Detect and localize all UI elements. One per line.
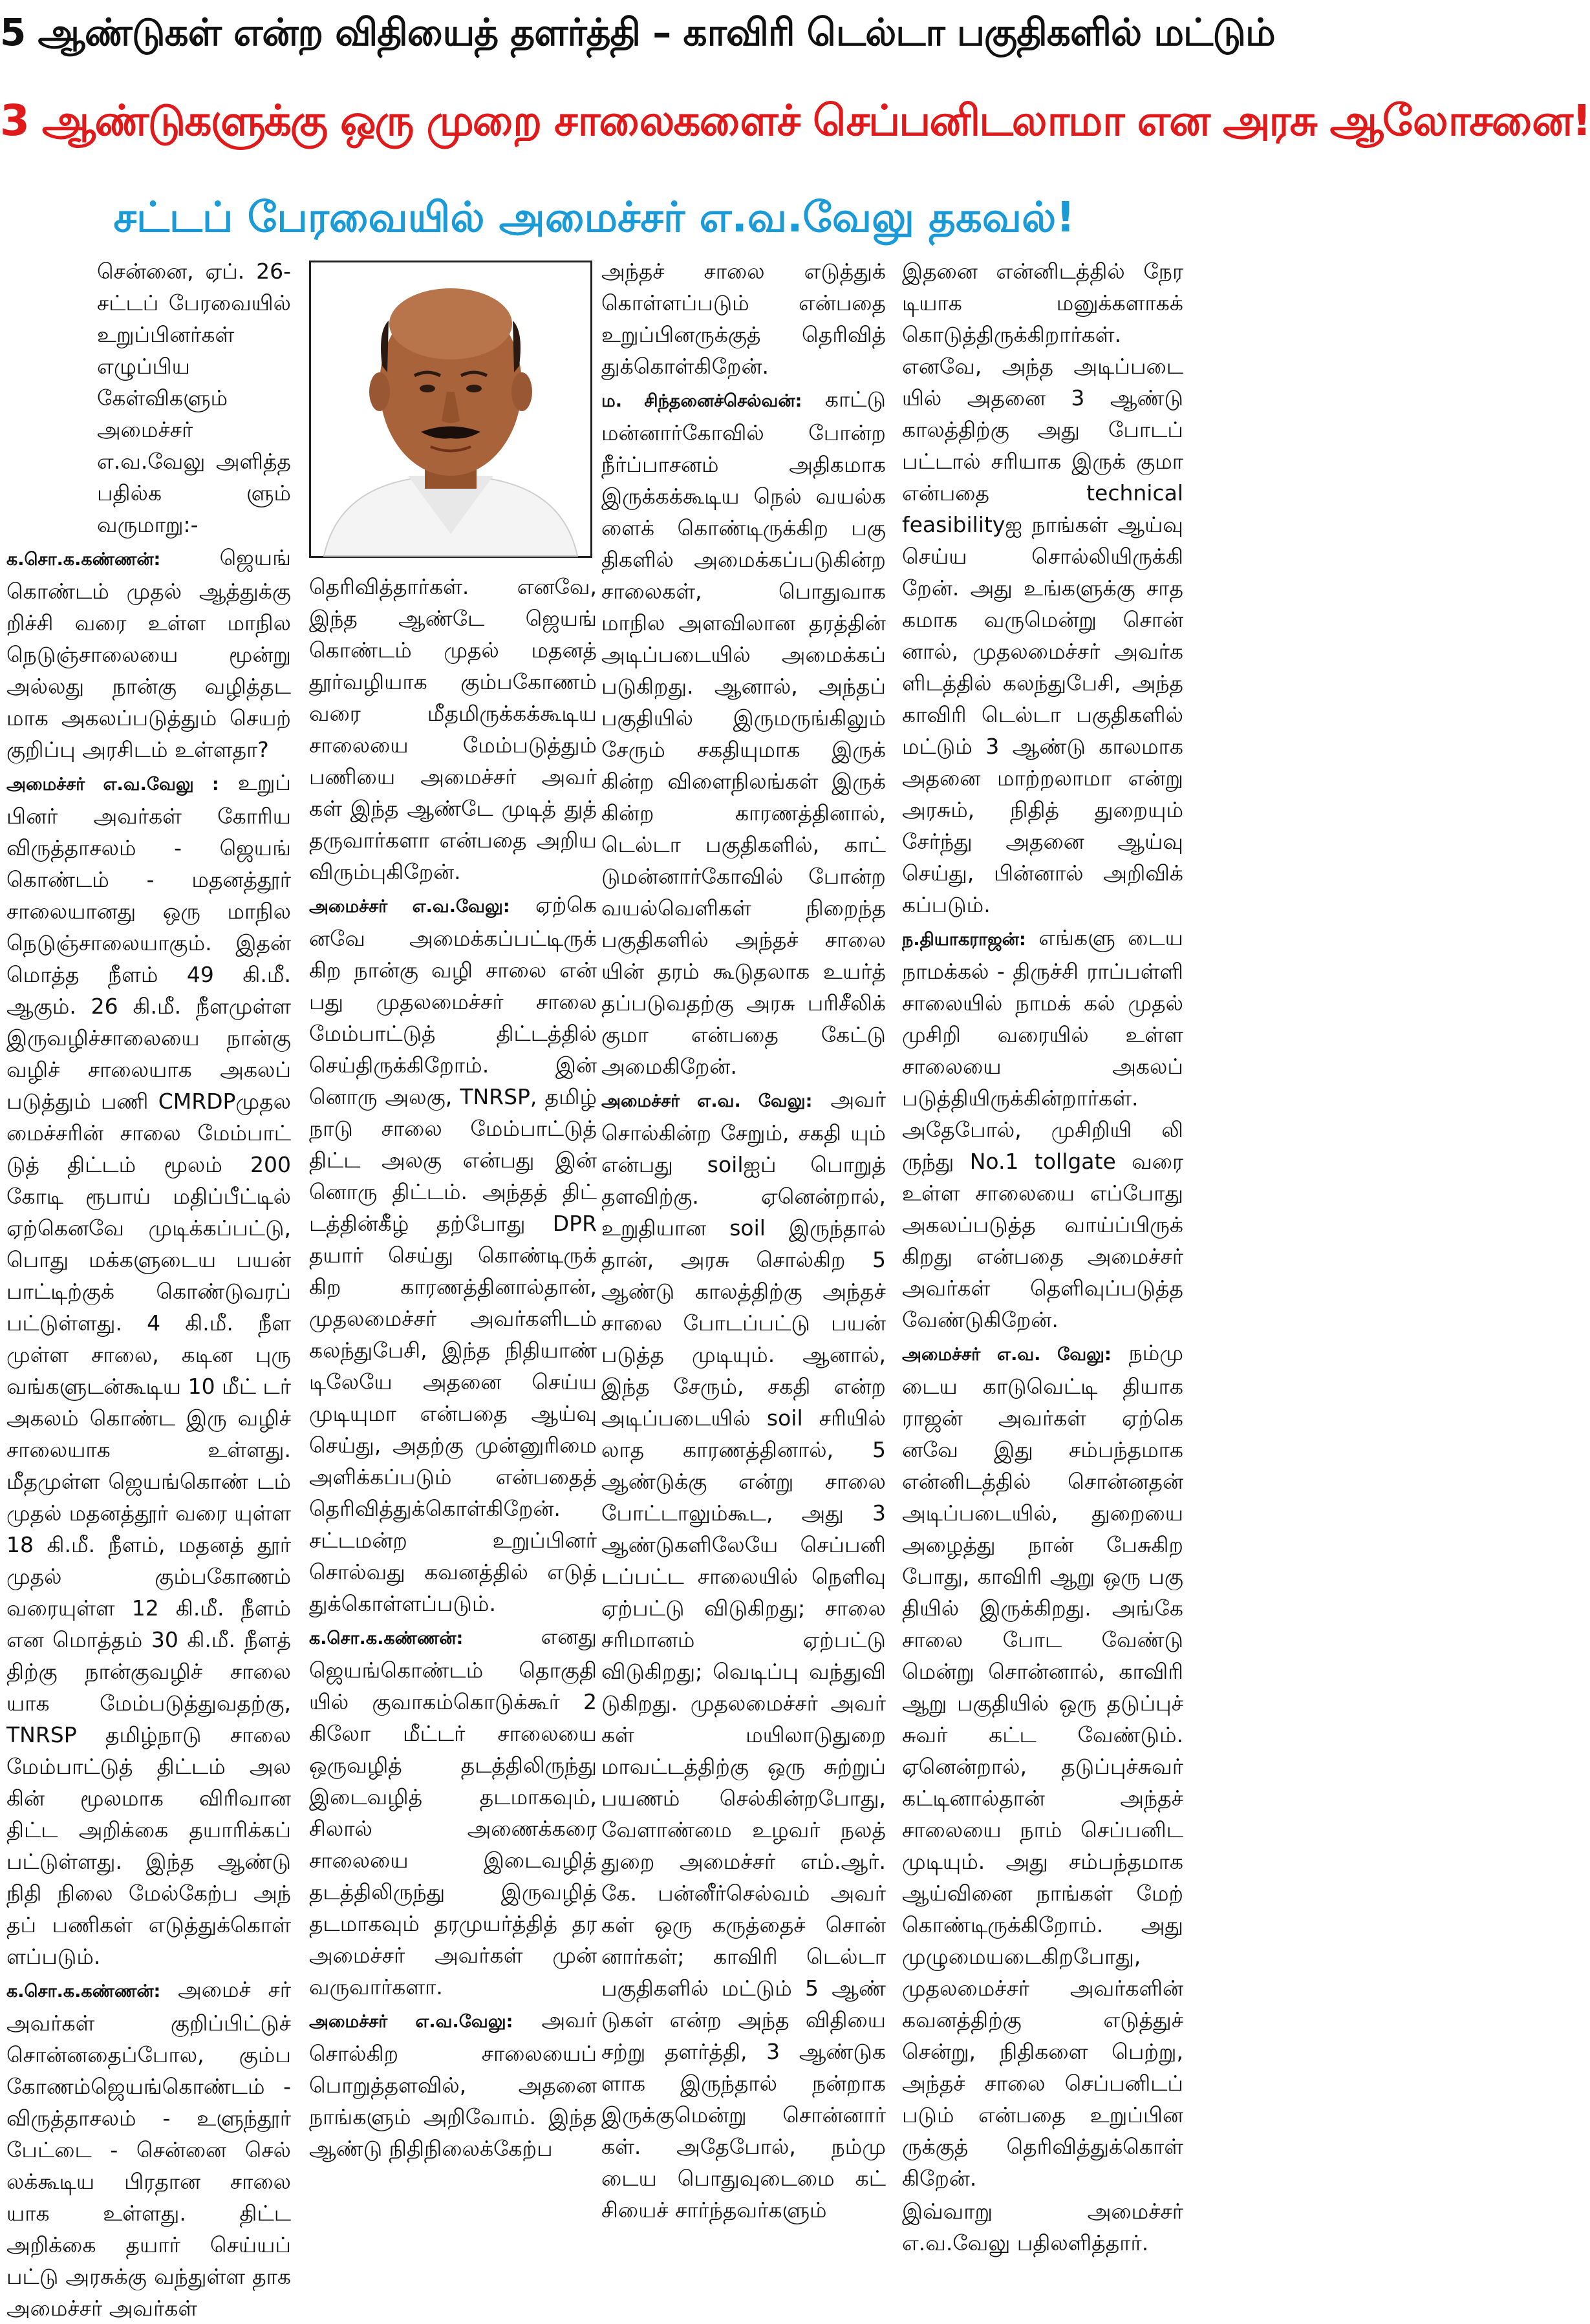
- paragraph: [6, 767, 291, 1972]
- column-3: [601, 255, 886, 2223]
- paragraph-text: எனது ஜெயங்கொண்டம் தொகுதி யில் குவாகம்கொடுக்கூர் 2 கிலோ மீட்டர் சாலையை ஒருவழித் தடத்திலிருந்து இடைவழித் தடமாகவும், சிலால் அணைக்கரை சாலையை இடைவழித் தடத்திலிருந்து இருவழித் தடமாகவும் தரமுயர்த்தித் தர அமைச்சர் அவர்கள் முன் வருவார்களா.: [309, 1624, 597, 1999]
- paragraph-text: தெரிவித்தார்கள். எனவே, இந்த ஆண்டே ஜெயங் கொண்டம் முதல் மதனத் தூர்வழியாக கும்பகோணம் வரை மீதமிருக்கக்கூடிய சாலையை மேம்படுத்தும் பணியை அமைச்சர் அவர் கள் இந்த ஆண்டே முடித் துத் தருவார்களா என்பதை அறிய விரும்புகிறேன்.: [309, 574, 597, 884]
- paragraph: [902, 2195, 1183, 2259]
- paragraph-text: நம்மு டைய காடுவெட்டி தியாக ராஜன் அவர்கள் ஏற்கெ னவே இது சம்பந்தமாக என்னிடத்தில் சொன்னதன் அடிப்படையில், துறையை அழைத்து நான் பேசுகிற போது, காவிரி ஆறு ஒரு பகு தியில் இருக்கிறது. அங்கே சாலை போட வேண்டு மென்று சொன்னால், காவிரி ஆறு பகுதியில் ஒரு தடுப்புச் சுவர் கட்ட வேண்டும். ஏனென்றால், தடுப்புச்சுவர் கட்டினால்தான் அந்தச் சாலையை நாம் செப்பனிட முடியும். அது சம்பந்தமாக ஆய்வினை நாங்கள் மேற் கொண்டிருக்கிறோம். அது முழுமையடைகிறபோது, முதலமைச்சர் அவர்களின் கவனத்திற்கு எடுத்துச் சென்று, நிதிகளை பெற்று, அந்தச் சாலை செப்பனிடப் படும் என்பதை உறுப்பின ருக்குத் தெரிவித்துக்கொள் கிறேன்.: [902, 1340, 1183, 2191]
- paragraph-text: அவர் சொல்கிற சாலையைப் பொறுத்தளவில், அதனை நாங்களும் அறிவோம். இந்த ஆண்டு நிதிநிலைக்கேற்ப: [309, 2007, 597, 2161]
- column-2: [309, 255, 597, 2161]
- paragraph: [309, 1621, 597, 2003]
- minister-photo: [309, 261, 592, 558]
- dateline-paragraph: [6, 255, 291, 540]
- paragraph: [902, 1337, 1183, 2194]
- speaker-name: அமைச்சர் எ.வ. வேலு:: [902, 1345, 1112, 1365]
- column-4: [902, 255, 1183, 2255]
- paragraph-text: ஜெயங் கொண்டம் முதல் ஆத்துக்கு றிச்சி வரை உள்ள மாநில நெடுஞ்சாலையை மூன்று அல்லது நான்கு வழித்தட மாக அகலப்படுத்தும் செயற் குறிப்பு அரசிடம் உள்ளதா?: [6, 545, 291, 762]
- speaker-name: அமைச்சர் எ.வ.வேலு:: [309, 2012, 513, 2032]
- paragraph: [6, 1974, 291, 2324]
- paragraph: [309, 889, 597, 1619]
- paragraph-text: சென்னை, ஏப். 26- சட்டப் பேரவையில் உறுப்பினர்கள் எழுப்பிய கேள்விகளும் அமைச்சர் எ.வ.வேலு அளித்த பதில்க ளும் வருமாறு:-: [97, 259, 291, 537]
- speaker-name: க.சொ.க.கண்ணன்:: [309, 1628, 464, 1648]
- main-headline: 3 ஆண்டுகளுக்கு ஒரு முறை சாலைகளைச் செப்பனிடலாமா என அரசு ஆலோசனை!: [0, 96, 1590, 145]
- speaker-name: ந.தியாகராஜன்:: [902, 930, 1026, 950]
- paragraph-text: ஏற்கெ னவே அமைக்கப்பட்டிருக் கிற நான்கு வழி சாலை என் பது முதலமைச்சர் சாலை மேம்பாட்டுத் திட்டத்தில் செய்திருக்கிறோம். இன் னொரு அலகு, TNRSP, தமிழ் நாடு சாலை மேம்பாட்டுத் திட்ட அலகு என்பது இன் னொரு திட்டம். அந்தத் திட் டத்தின்கீழ் தற்போது DPR தயார் செய்து கொண்டிருக் கிற காரணத்தினால்தான், முதலமைச்சர் அவர்களிடம் கலந்துபேசி, இந்த நிதியாண் டிலேயே அதனை செய்ய முடியுமா என்பதை ஆய்வு செய்து, அதற்கு முன்னுரிமை அளிக்கப்படும் என்பதைத் தெரிவித்துக்கொள்கிறேன். சட்டமன்ற உறுப்பினர் சொல்வது கவனத்தில் எடுத் துக்கொள்ளப்படும்.: [309, 892, 597, 1616]
- portrait-icon: [311, 262, 590, 556]
- sub-headline: சட்டப் பேரவையில் அமைச்சர் எ.வ.வேலு தகவல்!: [113, 194, 1075, 242]
- speaker-name: க.சொ.க.கண்ணன்:: [6, 549, 161, 570]
- paragraph-text: இதனை என்னிடத்தில் நேர டியாக மனுக்களாகக் கொடுத்திருக்கிறார்கள். எனவே, அந்த அடிப்படை யில் அதனை 3 ஆண்டு காலத்திற்கு அது போடப் பட்டால் சரியாக இருக் குமா என்பதை technical feasibilityஐ நாங்கள் ஆய்வு செய்ய சொல்லியிருக்கி றேன். அது உங்களுக்கு சாத கமாக வருமென்று சொன் னால், முதலமைச்சர் அவர்க ளிடத்தில் கலந்துபேசி, அந்த காவிரி டெல்டா பகுதிகளில் மட்டும் 3 ஆண்டு காலமாக அதனை மாற்றலாமா என்று அரசும், நிதித் துறையும் சேர்ந்து அதனை ஆய்வு செய்து, பின்னால் அறிவிக் கப்படும்.: [902, 259, 1183, 917]
- paragraph: [902, 922, 1183, 1336]
- paragraph: [309, 571, 597, 888]
- paragraph-text: அவர் சொல்கின்ற சேறும், சகதி யும் என்பது soilஐப் பொறுத் தளவிற்கு. ஏனென்றால், உறுதியான soil இருந்தால் தான், அரசு சொல்கிற 5 ஆண்டு காலத்திற்கு அந்தச் சாலை போடப்பட்டு பயன் படுத்த முடியும். ஆனால், இந்த சேரும், சகதி என்ற அடிப்படையில் soil சரியில் லாத காரணத்தினால், 5 ஆண்டுக்கு என்று சாலை போட்டாலும்கூட, அது 3 ஆண்டுகளிலேயே செப்பனி டப்பட்ட சாலையில் நெளிவு ஏற்பட்டு விடுகிறது; சாலை சரிமானம் ஏற்பட்டு விடுகிறது; வெடிப்பு வந்துவி டுகிறது. முதலமைச்சர் அவர் கள் மயிலாடுதுறை மாவட்டத்திற்கு ஒரு சுற்றுப் பயணம் செல்கின்றபோது, வேளாண்மை உழவர் நலத் துறை அமைச்சர் எம்.ஆர். கே. பன்னீர்செல்வம் அவர் கள் ஒரு கருத்தைச் சொன் னார்கள்; காவிரி டெல்டா பகுதிகளில் மட்டும் 5 ஆண் டுகள் என்ற அந்த விதியை சற்று தளர்த்தி, 3 ஆண்டுக ளாக இருந்தால் நன்றாக இருக்குமென்று சொன்னார் கள். அதேபோல், நம்மு டைய பொதுவுடைமை கட் சியைச் சார்ந்தவர்களும்: [601, 1087, 886, 2223]
- paragraph: [601, 255, 886, 382]
- speaker-name: அமைச்சர் எ.வ.வேலு :: [6, 774, 219, 794]
- paragraph: [6, 542, 291, 765]
- paragraph-text: அந்தச் சாலை எடுத்துக் கொள்ளப்படும் என்பதை உறுப்பினருக்குத் தெரிவித் துக்கொள்கிறேன்.: [601, 259, 886, 379]
- speaker-name: அமைச்சர் எ.வ. வேலு:: [601, 1091, 813, 1111]
- paragraph-text: எங்களு டைய நாமக்கல் - திருச்சி ராப்பள்ளி சாலையில் நாமக் கல் முதல் முசிறி வரையில் உள்ள சாலையை அகலப் படுத்தியிருக்கின்றார்கள். அதேபோல், முசிறியி லி ருந்து No.1 tollgate வரை உள்ள சாலையை எப்போது அகலப்படுத்த வாய்ப்பிருக் கிறது என்பதை அமைச்சர் அவர்கள் தெளிவுப்படுத்த வேண்டுகிறேன்.: [902, 925, 1183, 1332]
- kicker-headline: 5 ஆண்டுகள் என்ற விதியைத் தளர்த்தி – காவிரி டெல்டா பகுதிகளில் மட்டும்: [0, 10, 1275, 54]
- paragraph-text: இவ்வாறு அமைச்சர் எ.வ.வேலு பதிலளித்தார்.: [902, 2199, 1183, 2255]
- paragraph: [601, 383, 886, 1082]
- paragraph: [309, 2004, 597, 2164]
- paragraph: [902, 255, 1183, 921]
- paragraph-text: அமைச் சர் அவர்கள் குறிப்பிட்டுச் சொன்னதைப்போல, கும்ப கோணம்ஜெயங்கொண்டம் - விருத்தாசலம் - உளுந்தூர் பேட்டை - சென்னை செல் லக்கூடிய பிரதான சாலை யாக உள்ளது. திட்ட அறிக்கை தயார் செய்யப் பட்டு அரசுக்கு வந்துள்ள தாக அமைச்சர் அவர்கள்: [6, 1977, 291, 2321]
- speaker-name: க.சொ.க.கண்ணன்:: [6, 1981, 161, 2001]
- paragraph: [601, 1083, 886, 2226]
- paragraph-text: காட்டு மன்னார்கோவில் போன்ற நீர்ப்பாசனம் அதிகமாக இருக்கக்கூடிய நெல் வயல்க ளைக் கொண்டிருக்கிற பகு திகளில் அமைக்கப்படுகின்ற சாலைகள், பொதுவாக மாநில அளவிலான தரத்தின் அடிப்படையில் அமைக்கப் படுகிறது. ஆனால், அந்தப் பகுதியில் இருமருங்கிலும் சேரும் சகதியுமாக இருக் கின்ற விளைநிலங்கள் இருக் கின்ற காரணத்தினால், டெல்டா பகுதிகளில், காட் டுமன்னார்கோவில் போன்ற வயல்வெளிகள் நிறைந்த பகுதிகளில் அந்தச் சாலை யின் தரம் கூடுதலாக உயர்த் தப்படுவதற்கு அரசு பரிசீலிக் குமா என்பதை கேட்டு அமைகிறேன்.: [601, 387, 886, 1079]
- speaker-name: அமைச்சர் எ.வ.வேலு:: [309, 897, 510, 917]
- speaker-name: ம. சிந்தனைச்செல்வன்:: [601, 391, 802, 411]
- column-1: [6, 255, 291, 2321]
- paragraph-text: உறுப் பினர் அவர்கள் கோரிய விருத்தாசலம் - ஜெயங் கொண்டம் - மதனத்தூர் சாலையானது ஒரு மாநில நெடுஞ்சாலையாகும். இதன் மொத்த நீளம் 49 கி.மீ. ஆகும். 26 கி.மீ. நீளமுள்ள இருவழிச்சாலையை நான்கு வழிச் சாலையாக அகலப் படுத்தும் பணி CMRDPமுதல மைச்சரின் சாலை மேம்பாட் டுத் திட்டம் மூலம் 200 கோடி ரூபாய் மதிப்பீட்டில் ஏற்கெனவே முடிக்கப்பட்டு, பொது மக்களுடைய பயன் பாட்டிற்குக் கொண்டுவரப் பட்டுள்ளது. 4 கி.மீ. நீள முள்ள சாலை, கடின புரு வங்களுடன்கூடிய 10 மீட் டர் அகலம் கொண்ட இரு வழிச் சாலையாக உள்ளது. மீதமுள்ள ஜெயங்கொண் டம் முதல் மதனத்தூர் வரை யுள்ள 18 கி.மீ. நீளம், மதனத் தூர் முதல் கும்பகோணம் வரையுள்ள 12 கி.மீ. நீளம் என மொத்தம் 30 கி.மீ. நீளத் திற்கு நான்குவழிச் சாலை யாக மேம்படுத்துவதற்கு, TNRSP தமிழ்நாடு சாலை மேம்பாட்டுத் திட்டம் அல கின் மூலமாக விரிவான திட்ட அறிக்கை தயாரிக்கப் பட்டுள்ளது. இந்த ஆண்டு நிதி நிலை மேல்கேற்ப அந் தப் பணிகள் எடுத்துக்கொள் ளப்படும்.: [6, 770, 291, 1969]
